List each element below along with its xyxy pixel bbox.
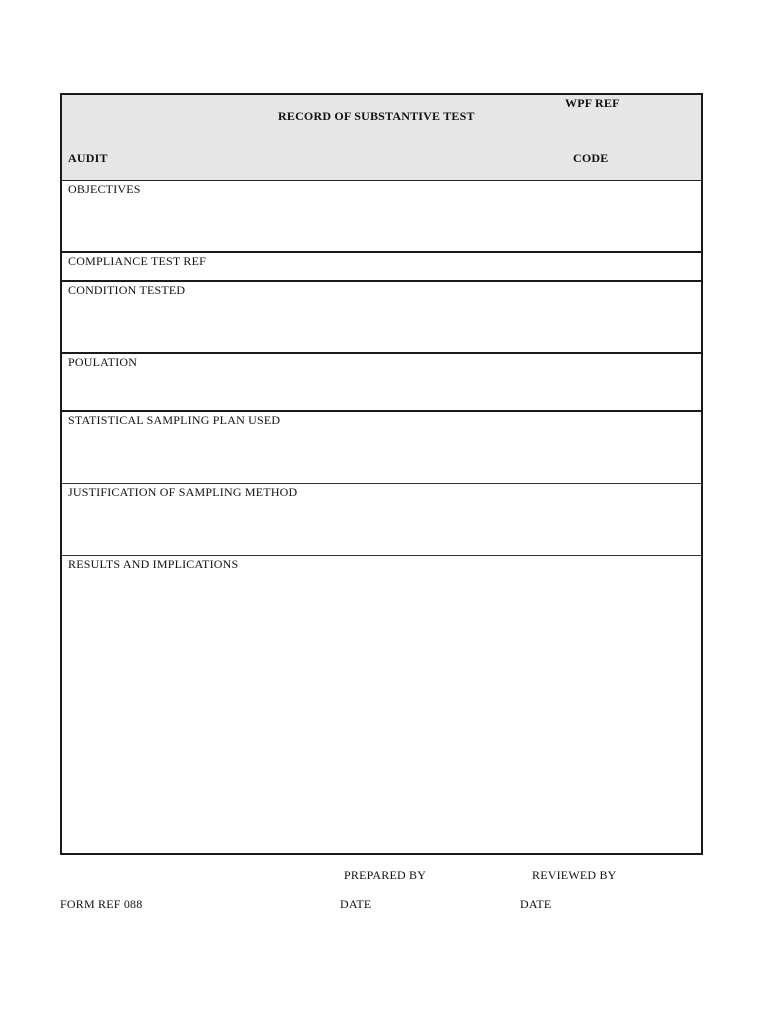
- results-section[interactable]: [62, 556, 701, 853]
- form-title: RECORD OF SUBSTANTIVE TEST: [278, 109, 475, 123]
- results-label: RESULTS AND IMPLICATIONS: [68, 557, 239, 571]
- statistical-sampling-plan-section[interactable]: [62, 412, 701, 484]
- reviewed-by-label: REVIEWED BY: [532, 868, 617, 882]
- objectives-label: OBJECTIVES: [68, 182, 141, 196]
- compliance-test-ref-label: COMPLIANCE TEST REF: [68, 254, 207, 268]
- wpf-ref-label: WPF REF: [565, 96, 620, 110]
- population-label: POULATION: [68, 355, 138, 369]
- statistical-sampling-plan-label: STATISTICAL SAMPLING PLAN USED: [68, 413, 281, 427]
- substantive-test-form: [60, 93, 703, 855]
- objectives-section[interactable]: [62, 181, 701, 253]
- condition-tested-label: CONDITION TESTED: [68, 283, 186, 297]
- condition-tested-section[interactable]: [62, 282, 701, 354]
- code-label: CODE: [573, 151, 609, 165]
- reviewed-date-label: DATE: [520, 897, 552, 911]
- justification-label: JUSTIFICATION OF SAMPLING METHOD: [68, 485, 298, 499]
- form-header: [62, 95, 701, 181]
- audit-label: AUDIT: [68, 151, 108, 165]
- compliance-test-ref-section[interactable]: [62, 253, 701, 282]
- prepared-by-label: PREPARED BY: [344, 868, 427, 882]
- prepared-date-label: DATE: [340, 897, 372, 911]
- form-ref-label: FORM REF 088: [60, 897, 143, 911]
- population-section[interactable]: [62, 354, 701, 412]
- justification-section[interactable]: [62, 484, 701, 556]
